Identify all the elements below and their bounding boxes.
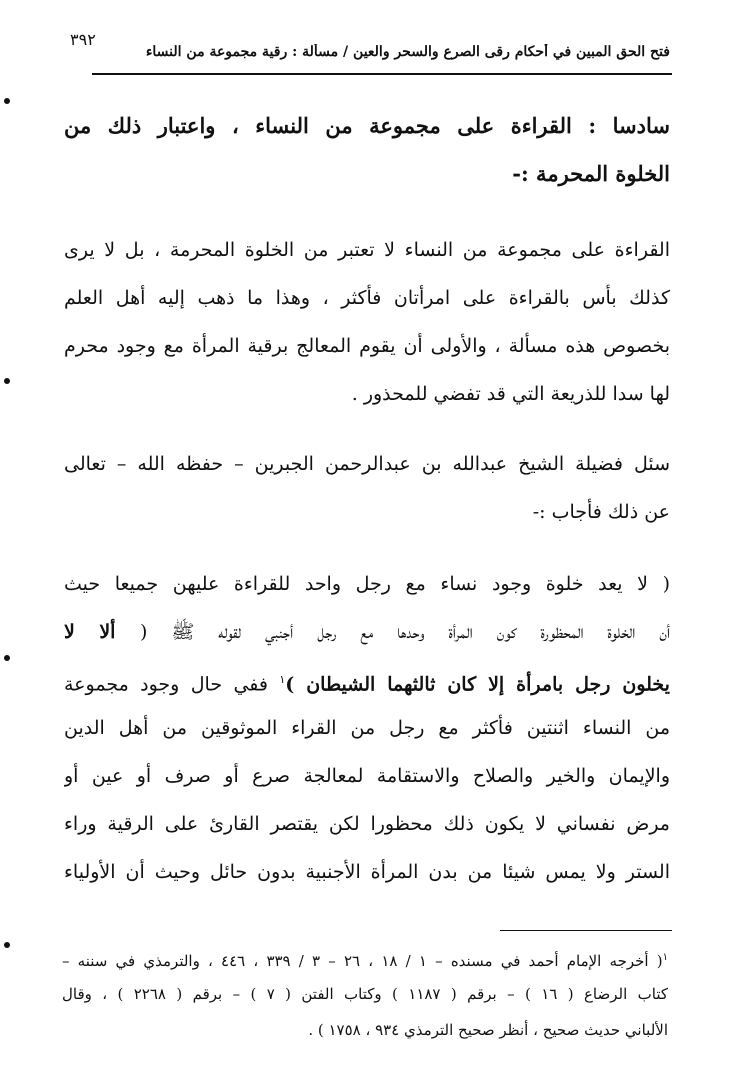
paragraph-line: مرض نفساني لا يكون ذلك محظورا لكن يقتصر القارئ على الرقية وراء — [64, 813, 670, 835]
paragraph-line: سئل فضيلة الشيخ عبدالله بن عبدالرحمن الجبرين – حفظه الله – تعالى — [64, 453, 670, 475]
paragraph-line: كذلك بأس بالقراءة على امرأتان فأكثر ، وهذا ما ذهب إليه أهل العلم — [64, 287, 670, 309]
footnote-line: الألباني حديث صحيح ، أنظر صحيح الترمذي ٩٣٤ ، ١٧٥٨ ) . — [308, 1021, 668, 1039]
footnote-marker: ١ — [662, 952, 668, 963]
footnote-ref: ١ — [279, 673, 286, 686]
footnote-line — [62, 940, 668, 976]
margin-dot — [4, 942, 10, 948]
margin-dot — [4, 655, 10, 661]
paragraph-line: والإيمان والخير والصلاح والاستقامة لمعالجة صرع أو صرف أو عين أو — [64, 765, 670, 787]
paragraph-line — [64, 656, 670, 704]
paragraph-line: القراءة على مجموعة من النساء لا تعتبر من الخلوة المحرمة ، بل لا يرى — [64, 239, 670, 261]
header-rule — [92, 73, 672, 75]
paragraph-line: بخصوص هذه مسألة ، والأولى أن يقوم المعالج برقية المرأة مع وجود محرم — [64, 335, 670, 357]
hadith-text: يخلون رجل بامرأة إلا كان ثالثهما الشيطان ) — [285, 673, 670, 696]
running-title: فتح الحق المبين في أحكام رقى الصرع والسحر والعين / مسألة : رقية مجموعة من النساء — [145, 44, 670, 60]
paragraph-1 — [64, 226, 670, 418]
hadith-text: ألا لا — [64, 621, 140, 643]
paragraph-line — [64, 608, 670, 656]
paragraph-line: لها سدا للذريعة التي قد تفضي للمحذور . — [351, 383, 670, 405]
paragraph-line: من النساء اثنتين فأكثر مع رجل من القراء الموثوقين من أهل الدين — [64, 717, 670, 739]
section-heading — [64, 102, 670, 198]
paragraph-3 — [64, 560, 670, 896]
margin-dot — [4, 98, 10, 104]
quote-text: ففي حال وجود مجموعة — [64, 673, 280, 696]
margin-dot — [4, 378, 10, 384]
paragraph-line: ( لا يعد خلوة وجود نساء مع رجل واحد للقراءة عليهن جميعا حيث — [64, 573, 670, 595]
footnote-rule — [500, 930, 672, 931]
page-number: ٣٩٢ — [70, 30, 96, 49]
paragraph-line: الستر ولا يمس شيئا من بدن المرأة الأجنبية بدون حائل وحيث أن الأولياء — [64, 861, 670, 883]
footnote-line: كتاب الرضاع ( ١٦ ) – برقم ( ١١٨٧ ) وكتاب الفتن ( ٧ ) – برقم ( ٢٢٦٨ ) ، وقال — [62, 985, 668, 1003]
quote-text: أن الخلوة المحظورة كون المرأة وحدها مع رجل أجنبي لقوله ﷺ ( — [139, 621, 670, 643]
heading-line: الخلوة المحرمة :- — [512, 161, 670, 186]
footnote-text: ( أخرجه الإمام أحمد في مسنده – ١ / ١٨ ، ٢٦ – ٣ / ٣٣٩ ، ٤٤٦ ، والترمذي في سننه – — [62, 952, 663, 970]
paragraph-2 — [64, 440, 670, 536]
paragraph-line: عن ذلك فأجاب :- — [532, 501, 670, 523]
footnote — [62, 940, 668, 1048]
heading-line: سادسا : القراءة على مجموعة من النساء ، واعتبار ذلك من — [64, 113, 670, 138]
